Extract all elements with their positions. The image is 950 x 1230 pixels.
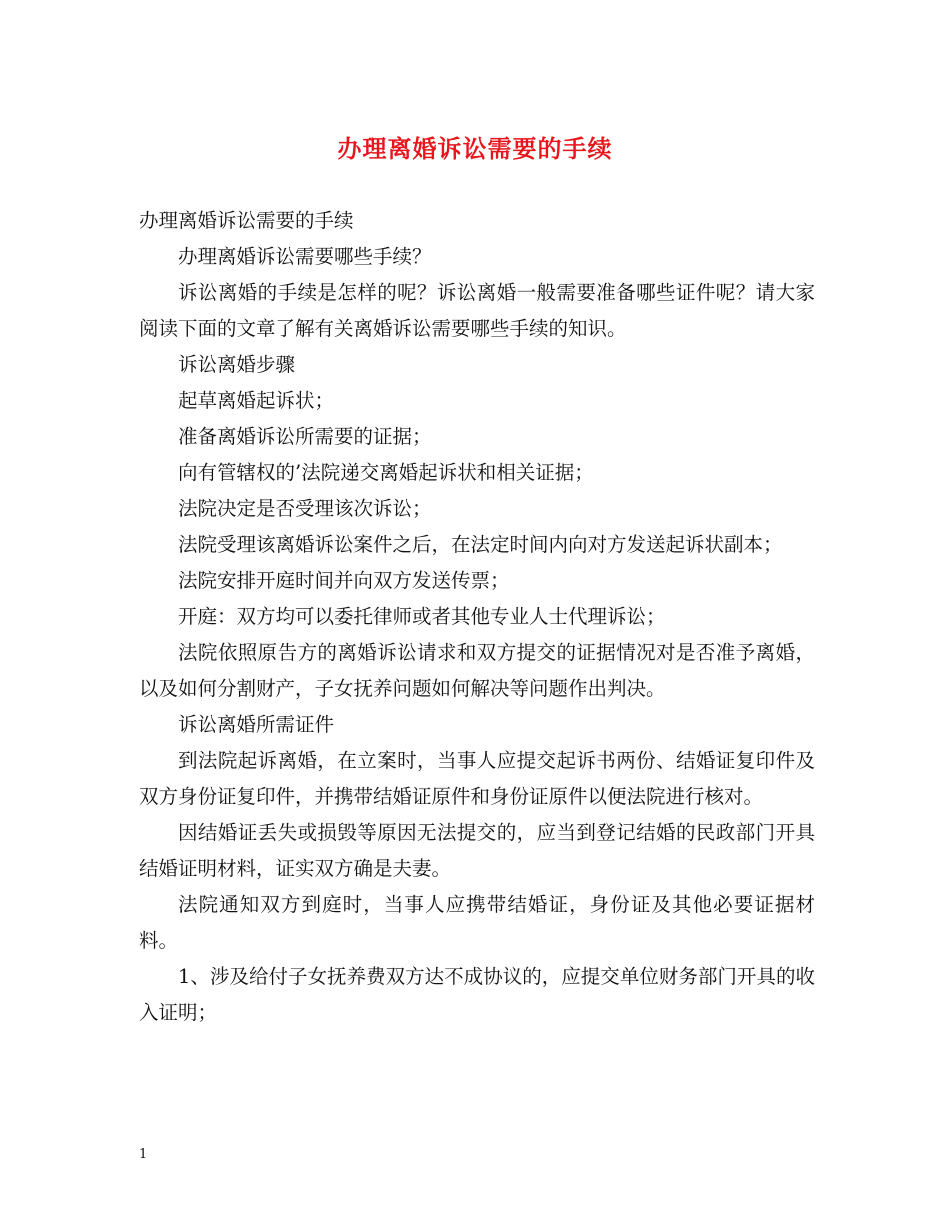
paragraph: 法院决定是否受理该次诉讼； [178,497,432,520]
paragraph: 法院通知双方到庭时，当事人应携带结婚证，身份证及其他必要证据材料。 [139,893,815,952]
document-body [139,203,815,1031]
paragraph: 1、涉及给付子女抚养费双方达不成协议的，应提交单位财务部门开具的收入证明； [139,965,815,1024]
paragraph: 诉讼离婚的手续是怎样的呢？诉讼离婚一般需要准备哪些证件呢？请大家阅读下面的文章了解有关离婚诉讼需要哪些手续的知识。 [139,281,815,340]
paragraph: 法院安排开庭时间并向双方发送传票； [178,569,510,592]
paragraph: 起草离婚起诉状； [178,389,335,412]
paragraph: 向有管辖权的’法院递交离婚起诉状和相关证据； [178,461,594,484]
paragraph: 法院依照原告方的离婚诉讼请求和双方提交的证据情况对是否准予离婚，以及如何分割财产，子女抚养问题如何解决等问题作出判决。 [139,641,815,700]
paragraph: 诉讼离婚所需证件 [178,713,335,736]
paragraph: 诉讼离婚步骤 [178,353,296,376]
paragraph: 准备离婚诉讼所需要的证据； [178,425,432,448]
paragraph: 办理离婚诉讼需要哪些手续？ [178,245,432,268]
paragraph: 办理离婚诉讼需要的手续 [139,209,354,232]
paragraph: 法院受理该离婚诉讼案件之后，在法定时间内向对方发送起诉状副本； [178,533,783,556]
paragraph: 因结婚证丢失或损毁等原因无法提交的，应当到登记结婚的民政部门开具结婚证明材料，证实双方确是夫妻。 [139,821,815,880]
document-title: 办理离婚诉讼需要的手续 [337,134,613,163]
paragraph: 开庭：双方均可以委托律师或者其他专业人士代理诉讼； [178,605,666,628]
paragraph: 到法院起诉离婚，在立案时，当事人应提交起诉书两份、结婚证复印件及双方身份证复印件，并携带结婚证原件和身份证原件以便法院进行核对。 [139,749,815,808]
page-number: 1 [139,1147,148,1162]
